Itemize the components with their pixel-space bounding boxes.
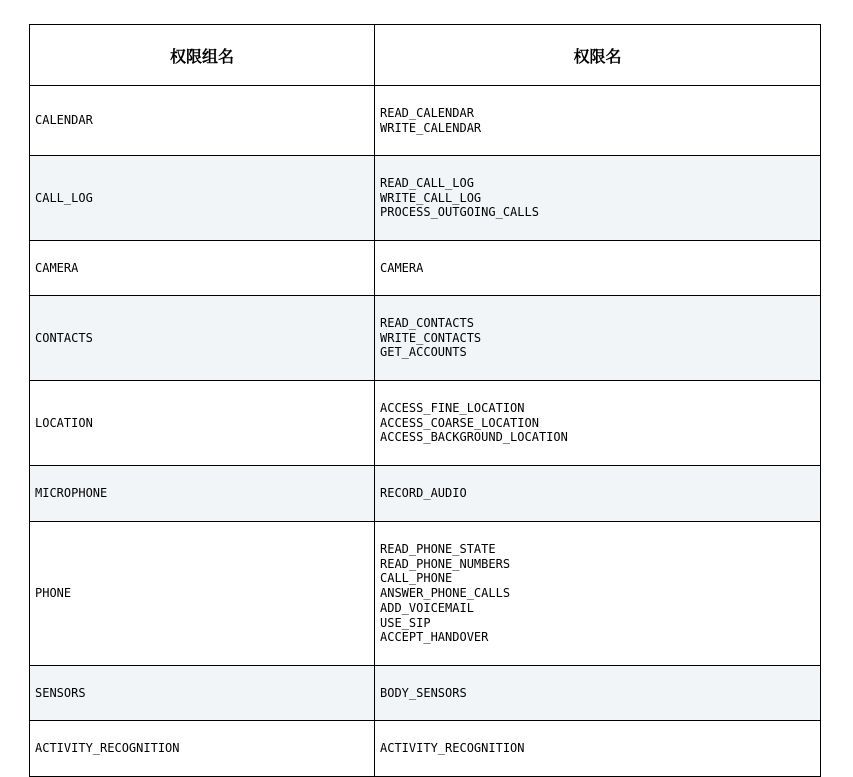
permissions-cell (375, 466, 821, 522)
permissions-cell (375, 156, 821, 241)
permission-name: ACTIVITY_RECOGNITION (380, 741, 525, 756)
table-row (30, 241, 821, 296)
table-row (30, 86, 821, 156)
permissions-cell (375, 381, 821, 466)
permission-name: CALL_PHONE (380, 571, 453, 586)
permission-name: CAMERA (380, 260, 424, 275)
permissions-cell (375, 721, 821, 777)
header-row (30, 25, 821, 86)
permission-name: READ_PHONE_STATE (380, 541, 496, 556)
header-permission-name: 权限名 (375, 25, 821, 86)
permission-name: WRITE_CALENDAR (380, 120, 482, 135)
permissions-cell (375, 666, 821, 721)
table-body (30, 86, 821, 777)
permissions-cell (375, 86, 821, 156)
permission-name: WRITE_CONTACTS (380, 330, 482, 345)
permission-name: ACCESS_COARSE_LOCATION (380, 415, 539, 430)
table-row (30, 156, 821, 241)
permission-name: READ_CALENDAR (380, 105, 474, 120)
permission-name: ADD_VOICEMAIL (380, 600, 474, 615)
permission-name: READ_CONTACTS (380, 315, 474, 330)
group-name-cell: MICROPHONE (30, 466, 375, 522)
table-row (30, 721, 821, 777)
permission-name: ACCEPT_HANDOVER (380, 630, 489, 645)
permission-name: WRITE_CALL_LOG (380, 190, 482, 205)
group-name-cell: SENSORS (30, 666, 375, 721)
permission-name: GET_ACCOUNTS (380, 345, 467, 360)
table-row (30, 466, 821, 522)
group-name-cell: CALENDAR (30, 86, 375, 156)
permission-name: READ_CALL_LOG (380, 175, 474, 190)
permissions-cell (375, 522, 821, 666)
permission-name: USE_SIP (380, 615, 431, 630)
permission-name: RECORD_AUDIO (380, 486, 467, 501)
permission-name: ACCESS_BACKGROUND_LOCATION (380, 430, 568, 445)
permission-name: ANSWER_PHONE_CALLS (380, 586, 511, 601)
group-name-cell: CONTACTS (30, 296, 375, 381)
table-row (30, 381, 821, 466)
permission-name: PROCESS_OUTGOING_CALLS (380, 205, 539, 220)
group-name-cell: CALL_LOG (30, 156, 375, 241)
group-name-cell: ACTIVITY_RECOGNITION (30, 721, 375, 777)
table-header (30, 25, 821, 86)
header-group-name: 权限组名 (30, 25, 375, 86)
group-name-cell: LOCATION (30, 381, 375, 466)
table-row (30, 522, 821, 666)
permission-name: ACCESS_FINE_LOCATION (380, 400, 525, 415)
permissions-table (29, 24, 821, 777)
permissions-cell (375, 296, 821, 381)
table-row (30, 666, 821, 721)
permission-name: BODY_SENSORS (380, 685, 467, 700)
table-row (30, 296, 821, 381)
group-name-cell: CAMERA (30, 241, 375, 296)
group-name-cell: PHONE (30, 522, 375, 666)
permission-name: READ_PHONE_NUMBERS (380, 556, 511, 571)
permissions-cell (375, 241, 821, 296)
